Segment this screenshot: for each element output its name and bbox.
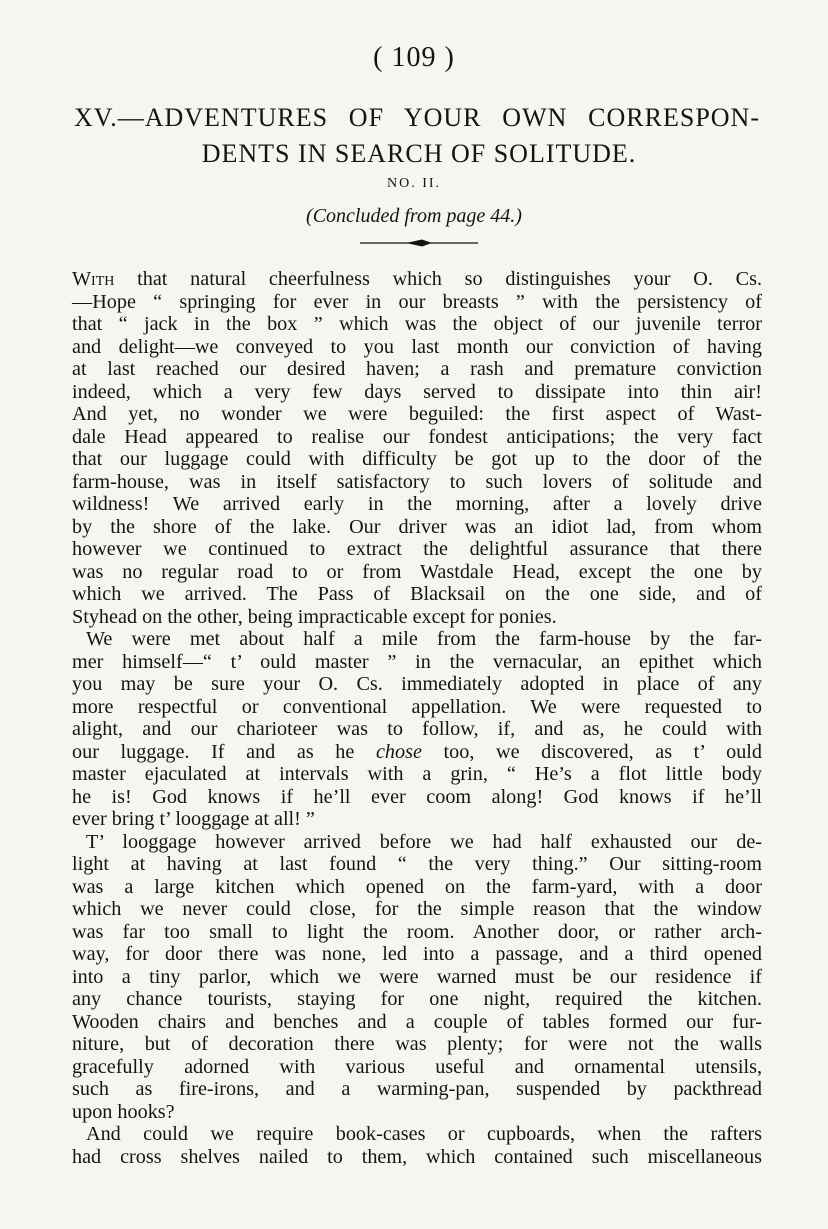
text-line: any chance tourists, staying for one night, required the kitchen. (72, 988, 762, 1010)
text-line: our luggage. If and as he chose too, we discovered, as t’ ould (72, 740, 762, 763)
text-line: And could we require book-cases or cupboards, when the rafters (86, 1123, 762, 1145)
decorative-rule (360, 236, 478, 250)
text-line: which we never could close, for the simple reason that the window (72, 898, 762, 920)
text-line: and delight—we conveyed to you last month our conviction of having (72, 335, 762, 358)
text-line: mer himself—“ t’ ould master ” in the vernacular, an epithet which (72, 650, 762, 673)
text-line: T’ looggage however arrived before we had half exhausted our de- (86, 830, 762, 853)
article-title (74, 100, 760, 172)
text-line: way, for door there was none, led into a passage, and a third opened (72, 943, 762, 965)
continuation-note: (Concluded from page 44.) (306, 205, 522, 227)
text-line: farm-house, was in itself satisfactory to such lovers of solitude and (72, 470, 762, 493)
text-line: that our luggage could with difficulty be got up to the door of the (72, 448, 762, 470)
title-line-1: XV.—ADVENTURES OF YOUR OWN CORRESPON- (74, 103, 760, 132)
article-number: NO. II. (386, 176, 442, 191)
text-line: indeed, which a very few days served to dissipate into thin air! (72, 380, 762, 403)
text-line: was far too small to light the room. Another door, or rather arch- (72, 920, 762, 943)
text-line: however we continued to extract the delightful assurance that there (72, 538, 762, 560)
text-line: alight, and our charioteer was to follow, if, and as, he could with (72, 718, 762, 740)
text-line: gracefully adorned with various useful and ornamental utensils, (72, 1055, 762, 1078)
text-line: With that natural cheerfulness which so distinguishes your O. Cs. (72, 268, 762, 290)
emphasis-word: chose (375, 740, 422, 763)
text-line: was no regular road to or from Wastdale Head, except the one by (72, 560, 762, 583)
opening-word: With (72, 268, 115, 290)
text-line: master ejaculated at intervals with a grin, “ He’s a flot little body (72, 763, 762, 785)
text-line: had cross shelves nailed to them, which contained such miscellaneous (72, 1145, 762, 1168)
text-line: which we arrived. The Pass of Blacksail on the one side, and of (72, 583, 762, 605)
article-body (72, 268, 762, 1168)
text-line: And yet, no wonder we were beguiled: the first aspect of Wast- (72, 403, 762, 425)
text-line: ever bring t’ looggage at all! ” (72, 808, 315, 830)
text-line: niture, but of decoration there was plenty; for were not the walls (72, 1033, 762, 1055)
text-line: light at having at last found “ the very thing.” Our sitting-room (72, 853, 762, 875)
title-line-2: DENTS IN SEARCH OF SOLITUDE. (201, 139, 637, 168)
text-line: you may be sure your O. Cs. immediately adopted in place of any (72, 673, 762, 695)
page-number: ( 109 ) (373, 42, 455, 73)
text-line: Styhead on the other, being impracticable except for ponies. (72, 605, 557, 628)
text-line: We were met about half a mile from the farm-house by the far- (86, 628, 762, 650)
text-line: —Hope “ springing for ever in our breasts ” with the persistency of (72, 290, 762, 313)
text-line: dale Head appeared to realise our fondest anticipations; the very fact (72, 425, 762, 448)
text-line: wildness! We arrived early in the morning, after a lovely drive (72, 493, 762, 515)
text-line: Wooden chairs and benches and a couple of tables formed our fur- (72, 1010, 762, 1033)
text-line: that “ jack in the box ” which was the object of our juvenile terror (72, 313, 762, 335)
text-line: more respectful or conventional appellation. We were requested to (72, 695, 762, 718)
text-line: was a large kitchen which opened on the farm-yard, with a door (72, 875, 762, 898)
text-line: he is! God knows if he’ll ever coom along! God knows if he’ll (72, 785, 762, 808)
text-line: upon hooks? (72, 1100, 175, 1123)
text-line: at last reached our desired haven; a rash and premature conviction (72, 358, 762, 380)
text-line: into a tiny parlor, which we were warned must be our residence if (72, 965, 762, 988)
text-line: such as fire-irons, and a warming-pan, suspended by packthread (72, 1078, 762, 1100)
text-line: by the shore of the lake. Our driver was an idiot lad, from whom (72, 515, 762, 538)
